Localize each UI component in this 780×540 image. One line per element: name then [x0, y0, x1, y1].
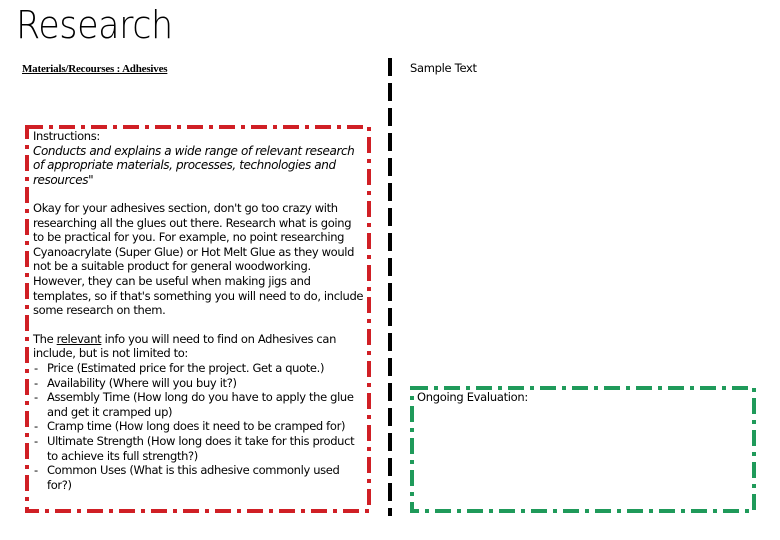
instructions-label: Instructions: — [33, 129, 100, 143]
page-title: Research — [16, 3, 173, 47]
section-subheading: Materials/Recourses : Adhesives — [22, 63, 168, 75]
info-intro-emphasis: relevant — [56, 331, 102, 346]
ongoing-evaluation-label: Ongoing Evaluation: — [417, 390, 528, 404]
list-item — [33, 390, 365, 419]
info-intro — [33, 332, 365, 361]
sample-text[interactable]: Sample Text — [410, 61, 477, 75]
info-intro-before: The — [33, 331, 57, 346]
list-item-text: Assembly Time (How long do you have to apply the glue and get it cramped up) — [47, 390, 354, 419]
bullet-dash: - — [34, 361, 38, 376]
list-item — [33, 419, 365, 434]
bullet-dash: - — [34, 419, 38, 434]
list-item-text: Common Uses (What is this adhesive commonly used for?) — [47, 463, 340, 492]
requirements-list — [33, 361, 365, 492]
list-item-text: Ultimate Strength (How long does it take for this product to achieve its full strength?) — [47, 434, 355, 463]
instructions-paragraph: Okay for your adhesives section, don't go too crazy with researching all the glues out there. Research what is going to be practical for you. For example, no point researching Cyanoacrylate (Super Glue) or Hot Melt Glue as they would not be a suitable product for general woodworking. However, they can be useful when making jigs and templates, so if that's something you will need to do, include some research on them. — [33, 201, 364, 318]
info-intro-after: info you will need to find on Adhesives can include, but is not limited to: — [33, 331, 337, 361]
list-item — [33, 361, 365, 376]
instructions-box[interactable] — [25, 125, 371, 513]
instructions-quote: Conducts and explains a wide range of relevant research of appropriate materials, processes, technologies and resources" — [33, 143, 355, 187]
bullet-dash: - — [34, 375, 38, 390]
bullet-dash: - — [34, 434, 38, 448]
evaluation-border — [410, 386, 756, 513]
list-item — [33, 463, 365, 492]
list-item-text: Cramp time (How long does it need to be cramped for) — [47, 419, 346, 434]
instructions-content — [33, 127, 365, 492]
list-item — [33, 376, 365, 391]
bullet-dash: - — [34, 463, 38, 478]
bullet-dash: - — [34, 390, 38, 405]
column-divider — [388, 58, 392, 516]
ongoing-evaluation-box[interactable] — [410, 386, 756, 513]
list-item-text: Availability (Where will you buy it?) — [47, 375, 237, 390]
list-item-text: Price (Estimated price for the project. Get a quote.) — [47, 361, 325, 376]
list-item — [33, 434, 365, 463]
